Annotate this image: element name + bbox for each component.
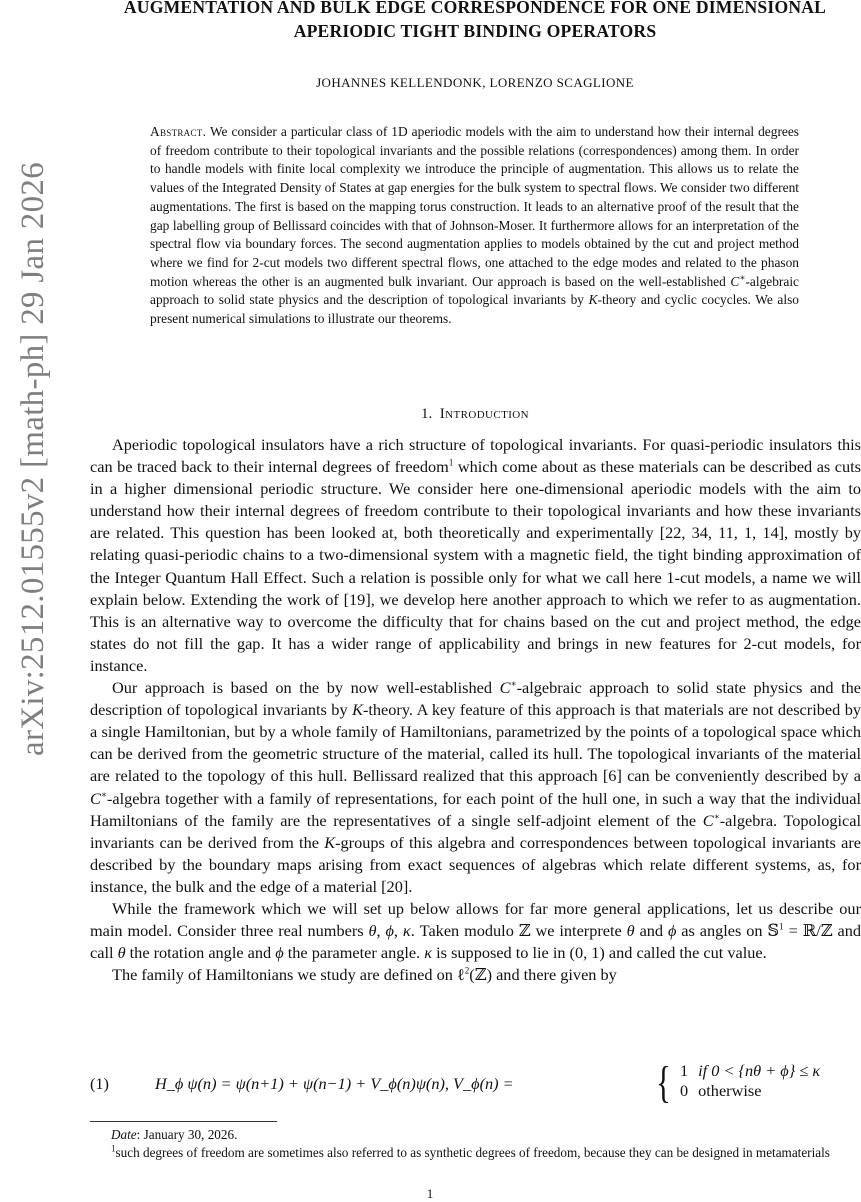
date-label: Date	[111, 1127, 137, 1142]
paragraph-4-text-a: The family of Hamiltonians we study are defined on ℓ	[112, 965, 465, 985]
case-value: 1	[680, 1061, 689, 1080]
k-symbol: K	[588, 292, 598, 308]
section-title: Introduction	[439, 406, 529, 422]
case-condition: otherwise	[698, 1081, 762, 1100]
footnote-1-text: such degrees of freedom are sometimes also referred to as synthetic degrees of freedom, because they can be designed in metamaterials	[115, 1145, 830, 1160]
paragraph-2-text-a: Our approach is based on the by now well-established	[112, 678, 500, 698]
theta-symbol: θ	[117, 943, 126, 963]
paragraph-1-text-a: Aperiodic topological insulators have a rich structure of topological invariants. For quasi-periodic insulators this can be traced back to their internal degrees of freedom	[90, 435, 861, 477]
footnote-mark: 1	[448, 457, 454, 468]
title-line-1: AUGMENTATION AND BULK EDGE CORRESPONDENCE FOR ONE DIMENSIONAL	[123, 0, 827, 17]
cstar-symbol: C	[702, 810, 714, 830]
paragraph-2-text-f: -algebra. Topological invariants can be derived from the	[90, 810, 861, 852]
paragraph-3-text-e: = ℝ/ℤ and call	[90, 921, 861, 963]
k-symbol: K	[324, 832, 336, 852]
abstract-text-2: -algebraic approach to solid state physics and the description of topological invariants by	[150, 273, 799, 308]
cstar-symbol: C	[730, 273, 740, 289]
paragraph-4	[90, 964, 861, 986]
phi-symbol: ϕ	[667, 921, 677, 941]
equation-cases	[680, 1061, 830, 1101]
title-line-2: APERIODIC TIGHT BINDING OPERATORS	[293, 21, 657, 41]
paragraph-2-text-b: -algebraic approach to solid state physics and the description of topological invariants by	[90, 678, 861, 720]
paragraph-1-text-b: which come about as these materials can be described as cuts in a higher dimensional periodic structure. We consider here one-dimensional aperiodic models with the aim to understand how their internal degrees of freedom contribute to their topological invariants and how these invariants are related. This question has been looked at, both theoretically and experimentally [22, 34, 11, 1, 14], mostly by relating quasi-periodic chains to a two-dimensional system with a magnetic field, the tight binding approximation of the Integer Quantum Hall Effect. Such a relation is possible only for what we call here 1-cut models, a name we will explain below. Extending the work of [19], we develop here another approach to which we refer to as augmentation. This is an alternative way to overcome the difficulty that for chains based on the cut and project method, the edge states do not fill the gap. It has a wider range of applicability and brings in new features for 2-cut models, for instance.	[90, 457, 861, 675]
page-number: 1	[426, 1186, 434, 1201]
footnote-mark: 1	[111, 1143, 116, 1154]
footnote-1	[90, 1144, 861, 1162]
body-text	[90, 434, 861, 986]
separator: ,	[393, 921, 403, 941]
paragraph-2-text-g: -groups of this algebra and correspondences between topological invariants are described by the boundary maps arising from exact sequences of algebras which relate different systems, as, for instance, the bulk and the edge of a material [20].	[90, 832, 861, 896]
paragraph-1	[90, 434, 861, 677]
cstar-symbol: C	[499, 678, 511, 698]
paper-title	[80, 0, 861, 43]
k-symbol: K	[352, 700, 363, 720]
phi-symbol: ϕ	[275, 943, 284, 963]
phi-symbol: ϕ	[385, 921, 394, 941]
case-value: 0	[680, 1081, 689, 1100]
paragraph-3-text-a: While the framework which we will set up below allows for far more general applications, let us describe our main model. Consider three real numbers	[90, 898, 861, 941]
paragraph-3-text-c: and	[634, 921, 668, 941]
kappa-symbol: κ	[402, 921, 411, 941]
cstar-symbol: C	[90, 788, 101, 808]
section-number: 1.	[421, 406, 433, 422]
paragraph-3-text-g: the parameter angle.	[283, 943, 425, 963]
section-heading-introduction	[100, 406, 850, 423]
case-row	[680, 1081, 830, 1101]
theta-symbol: θ	[368, 921, 377, 941]
theta-symbol: θ	[626, 921, 635, 941]
abstract-text-1: We consider a particular class of 1D aperiodic models with the aim to understand how their internal degrees of freedom contribute to their topological invariants and the possible relations (correspondences) among them. In order to handle models with finite local complexity we introduce the principle of augmentation. This allows us to relate the values of the Integrated Density of States at gap energies for the bulk system to spectral flows. We consider two different augmentations. The first is based on the mapping torus construction. It leads to an alternative proof of the result that the gap labelling group of Bellissard coincides with that of Johnson-Moser. It furthermore allows for an interpretation of the spectral flow via boundary forces. The second augmentation applies to models obtained by the cut and project method where we find for 2-cut models two different spectral flows, one attached to the edge modes and related to the phason motion whereas the other is an augmented bulk invariant. Our approach is based on the well-established	[150, 124, 799, 289]
left-brace-icon: {	[656, 1058, 671, 1107]
equation-1	[90, 1058, 861, 1107]
paragraph-3-text-b: . Taken modulo ℤ we interprete	[410, 921, 627, 941]
footnote-date	[90, 1126, 861, 1144]
paragraph-2: Our approach is based on the by now well-established C∗-algebraic approach to solid state physics and the description of topological invariants by K-theory. A key feature of this approach is that materials are not described by a single Hamiltonian, but by a whole family of Hamiltonians, parametrized by the points of a topological space which can be derived from the geometric structure of the material, called its hull. The topological invariants of the material are related to the topology of this hull. Bellissard realized that this approach [6] can be conveniently described by a C∗-algebra together with a family of representations, for each point of the hull one, in such a way that the individual Hamiltonians of the family are the representatives of a single self-adjoint element of the C∗-algebra. Topological invariants can be derived from the K-groups of this algebra and correspondences between topological invariants are described by the boundary maps arising from exact sequences of algebras which relate different systems, as, for instance, the bulk and the edge of a material [20].	[90, 678, 861, 896]
separator: ,	[376, 921, 386, 941]
superscript: 2	[464, 965, 470, 976]
abstract: Abstract. We consider a particular class of 1D aperiodic models with the aim to understand how their internal degrees of freedom contribute to their topological invariants and the possible relations (correspondences) among them. In order to handle models with finite local complexity we introduce the principle of augmentation. This allows us to relate the values of the Integrated Density of States at gap energies for the bulk system to spectral flows. We consider two different augmentations. The first is based on the mapping torus construction. It leads to an alternative proof of the result that the gap labelling group of Bellissard coincides with that of Johnson-Moser. It furthermore allows for an interpretation of the spectral flow via boundary forces. The second augmentation applies to models obtained by the cut and project method where we find for 2-cut models two different spectral flows, one attached to the edge modes and related to the phason motion whereas the other is an augmented bulk invariant. Our approach is based on the well-established C∗-algebraic approach to solid state physics and the description of topological invariants by K-theory and cyclic cocycles. We also present numerical simulations to illustrate our theorems.	[150, 124, 799, 327]
footnotes	[90, 1126, 861, 1162]
abstract-label: Abstract.	[150, 124, 207, 139]
equation-lhs: H_ϕ ψ(n) = ψ(n+1) + ψ(n−1) + V_ϕ(n)ψ(n), V_ϕ(n) =	[155, 1074, 514, 1093]
paragraph-3-text-d: as angles on 𝕊	[676, 921, 780, 941]
kappa-symbol: κ	[424, 943, 433, 963]
date-value: : January 30, 2026.	[136, 1127, 238, 1142]
paragraph-3	[90, 898, 861, 964]
case-condition: if 0 < {nθ + ϕ} ≤ κ	[698, 1061, 821, 1080]
abstract-text-3: -theory and cyclic cocycles. We also present numerical simulations to illustrate our theorems.	[150, 292, 799, 327]
paragraph-2-text-d: -theory. A key feature of this approach is that materials are not described by a single Hamiltonian, but by a whole family of Hamiltonians, parametrized by the points of a topological space which can be derived from the geometric structure of the material, called its hull. The topological invariants of the material are related to the topology of this hull. Bellissard realized that this approach [6] can be conveniently described by a	[90, 700, 861, 786]
paragraph-2-text-e: -algebra together with a family of representations, for each point of the hull one, in such a way that the individual Hamiltonians of the family are the representatives of a single self-adjoint element of the	[90, 788, 861, 830]
paragraph-3-text-f: the rotation angle and	[125, 943, 276, 963]
paragraph-3-text-h: is supposed to lie in (0, 1) and called the cut value.	[432, 943, 767, 963]
equation-number: (1)	[90, 1074, 109, 1093]
superscript: 1	[779, 921, 784, 932]
author-list: JOHANNES KELLENDONK, LORENZO SCAGLIONE	[316, 75, 634, 90]
footnote-divider	[90, 1121, 277, 1122]
case-row	[680, 1061, 830, 1081]
arxiv-identifier-stamp: arXiv:2512.01555v2 [math-ph] 29 Jan 2026	[15, 162, 51, 756]
paragraph-4-text-b: (ℤ) and there given by	[469, 965, 617, 985]
